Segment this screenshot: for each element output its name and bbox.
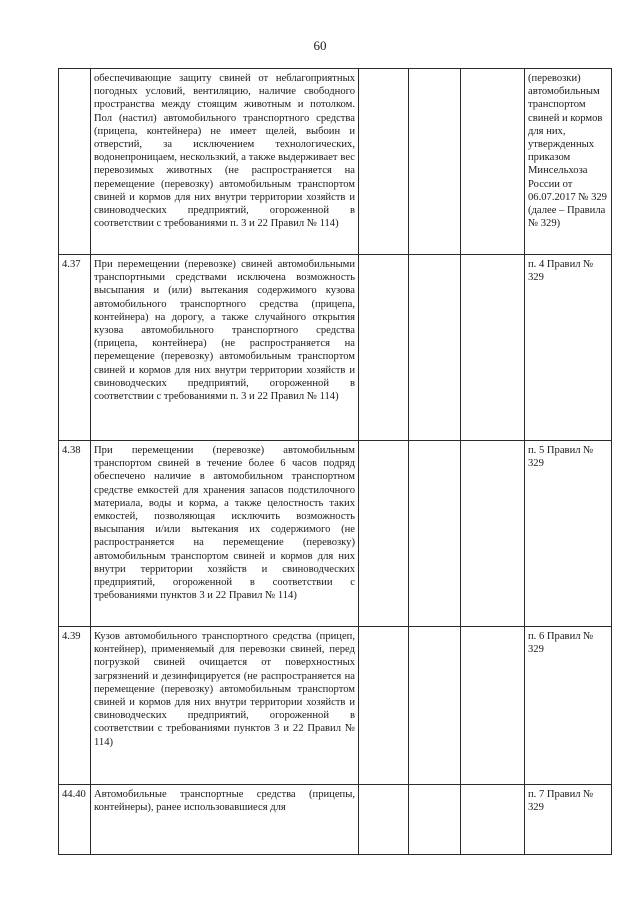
requirement-text: Кузов автомобильного транспортного средства (прицеп, контейнер), применяемый для перевозки свиней, перед погрузкой свиней очищается от поверхностных загрязнений и дезинфицируется (не распространяется на перемещение (перевозку) автомобильным транспортом свиней и кормов для них внутри территории хозяйств и свиноводческих предприятий, огороженной в соответствии с требованиями пунктов 3 и 22 Правил № 114) [91, 627, 359, 785]
table-row [59, 627, 612, 785]
empty-cell [359, 441, 409, 627]
legal-reference: п. 7 Правил № 329 [525, 785, 612, 855]
empty-cell [359, 627, 409, 785]
empty-cell [359, 69, 409, 255]
table-row [59, 69, 612, 255]
requirement-text: Автомобильные транспортные средства (прицепы, контейнеры), ранее использовавшиеся для [91, 785, 359, 855]
requirement-text: обеспечивающие защиту свиней от неблагоприятных погодных условий, вентиляцию, наличие свободного пространства между стоящим животным и потолком. Пол (настил) автомобильного транспортного средства (прицепа, контейнера) не имеет щелей, выбоин и отверстий, за исключением технологических, водонепроницаем, нескользкий, а также выдерживает вес перевозимых животных (не распространяется на перемещение (перевозку) автомобильным транспортом свиней и кормов для них внутри территории хозяйств и свиноводческих предприятий, огороженной в соответствии с требованиями п. 3 и 22 Правил № 114) [91, 69, 359, 255]
row-number [59, 69, 91, 255]
legal-reference: п. 5 Правил № 329 [525, 441, 612, 627]
empty-cell [461, 255, 525, 441]
row-number: 4.39 [59, 627, 91, 785]
requirement-text: При перемещении (перевозке) автомобильным транспортом свиней в течение более 6 часов подряд обеспечено наличие в автомобильном транспортном средстве емкостей для хранения запасов подстилочного материала, воды и корма, а также целостность таких емкостей, позволяющая исключить возможность высыпания и/или вытекания их содержимого (не распространяется на перемещение (перевозку) автомобильным транспортом свиней и кормов для них внутри территории хозяйств и свиноводческих предприятий, огороженной в соответствии с требованиями пунктов 3 и 22 Правил № 114) [91, 441, 359, 627]
empty-cell [461, 69, 525, 255]
empty-cell [359, 785, 409, 855]
empty-cell [409, 441, 461, 627]
page-number: 60 [313, 38, 327, 53]
empty-cell [409, 627, 461, 785]
empty-cell [409, 255, 461, 441]
table-row [59, 255, 612, 441]
empty-cell [461, 627, 525, 785]
table-row [59, 785, 612, 855]
legal-reference: п. 4 Правил № 329 [525, 255, 612, 441]
empty-cell [461, 441, 525, 627]
empty-cell [359, 255, 409, 441]
row-number: 4.37 [59, 255, 91, 441]
empty-cell [409, 69, 461, 255]
row-number: 44.40 [59, 785, 91, 855]
row-number: 4.38 [59, 441, 91, 627]
legal-reference: (перевозки) автомобильным транспортом свиней и кормов для них, утвержденных приказом Минсельхоза России от 06.07.2017 № 329 (далее – Правила № 329) [525, 69, 612, 255]
empty-cell [409, 785, 461, 855]
legal-reference: п. 6 Правил № 329 [525, 627, 612, 785]
requirements-table [58, 68, 612, 855]
requirement-text: При перемещении (перевозке) свиней автомобильными транспортными средствами исключена возможность высыпания и (или) вытекания содержимого кузова автомобильного транспортного средства (прицепа, контейнера) на дорогу, а также случайного открытия кузова автомобильного транспортного средства (прицепа, контейнера) (не распространяется на перемещение (перевозку) автомобильным транспортом свиней и кормов для них внутри территории хозяйств и свиноводческих предприятий, огороженной в соответствии с требованиями п. 3 и 22 Правил № 114) [91, 255, 359, 441]
empty-cell [461, 785, 525, 855]
table-row [59, 441, 612, 627]
